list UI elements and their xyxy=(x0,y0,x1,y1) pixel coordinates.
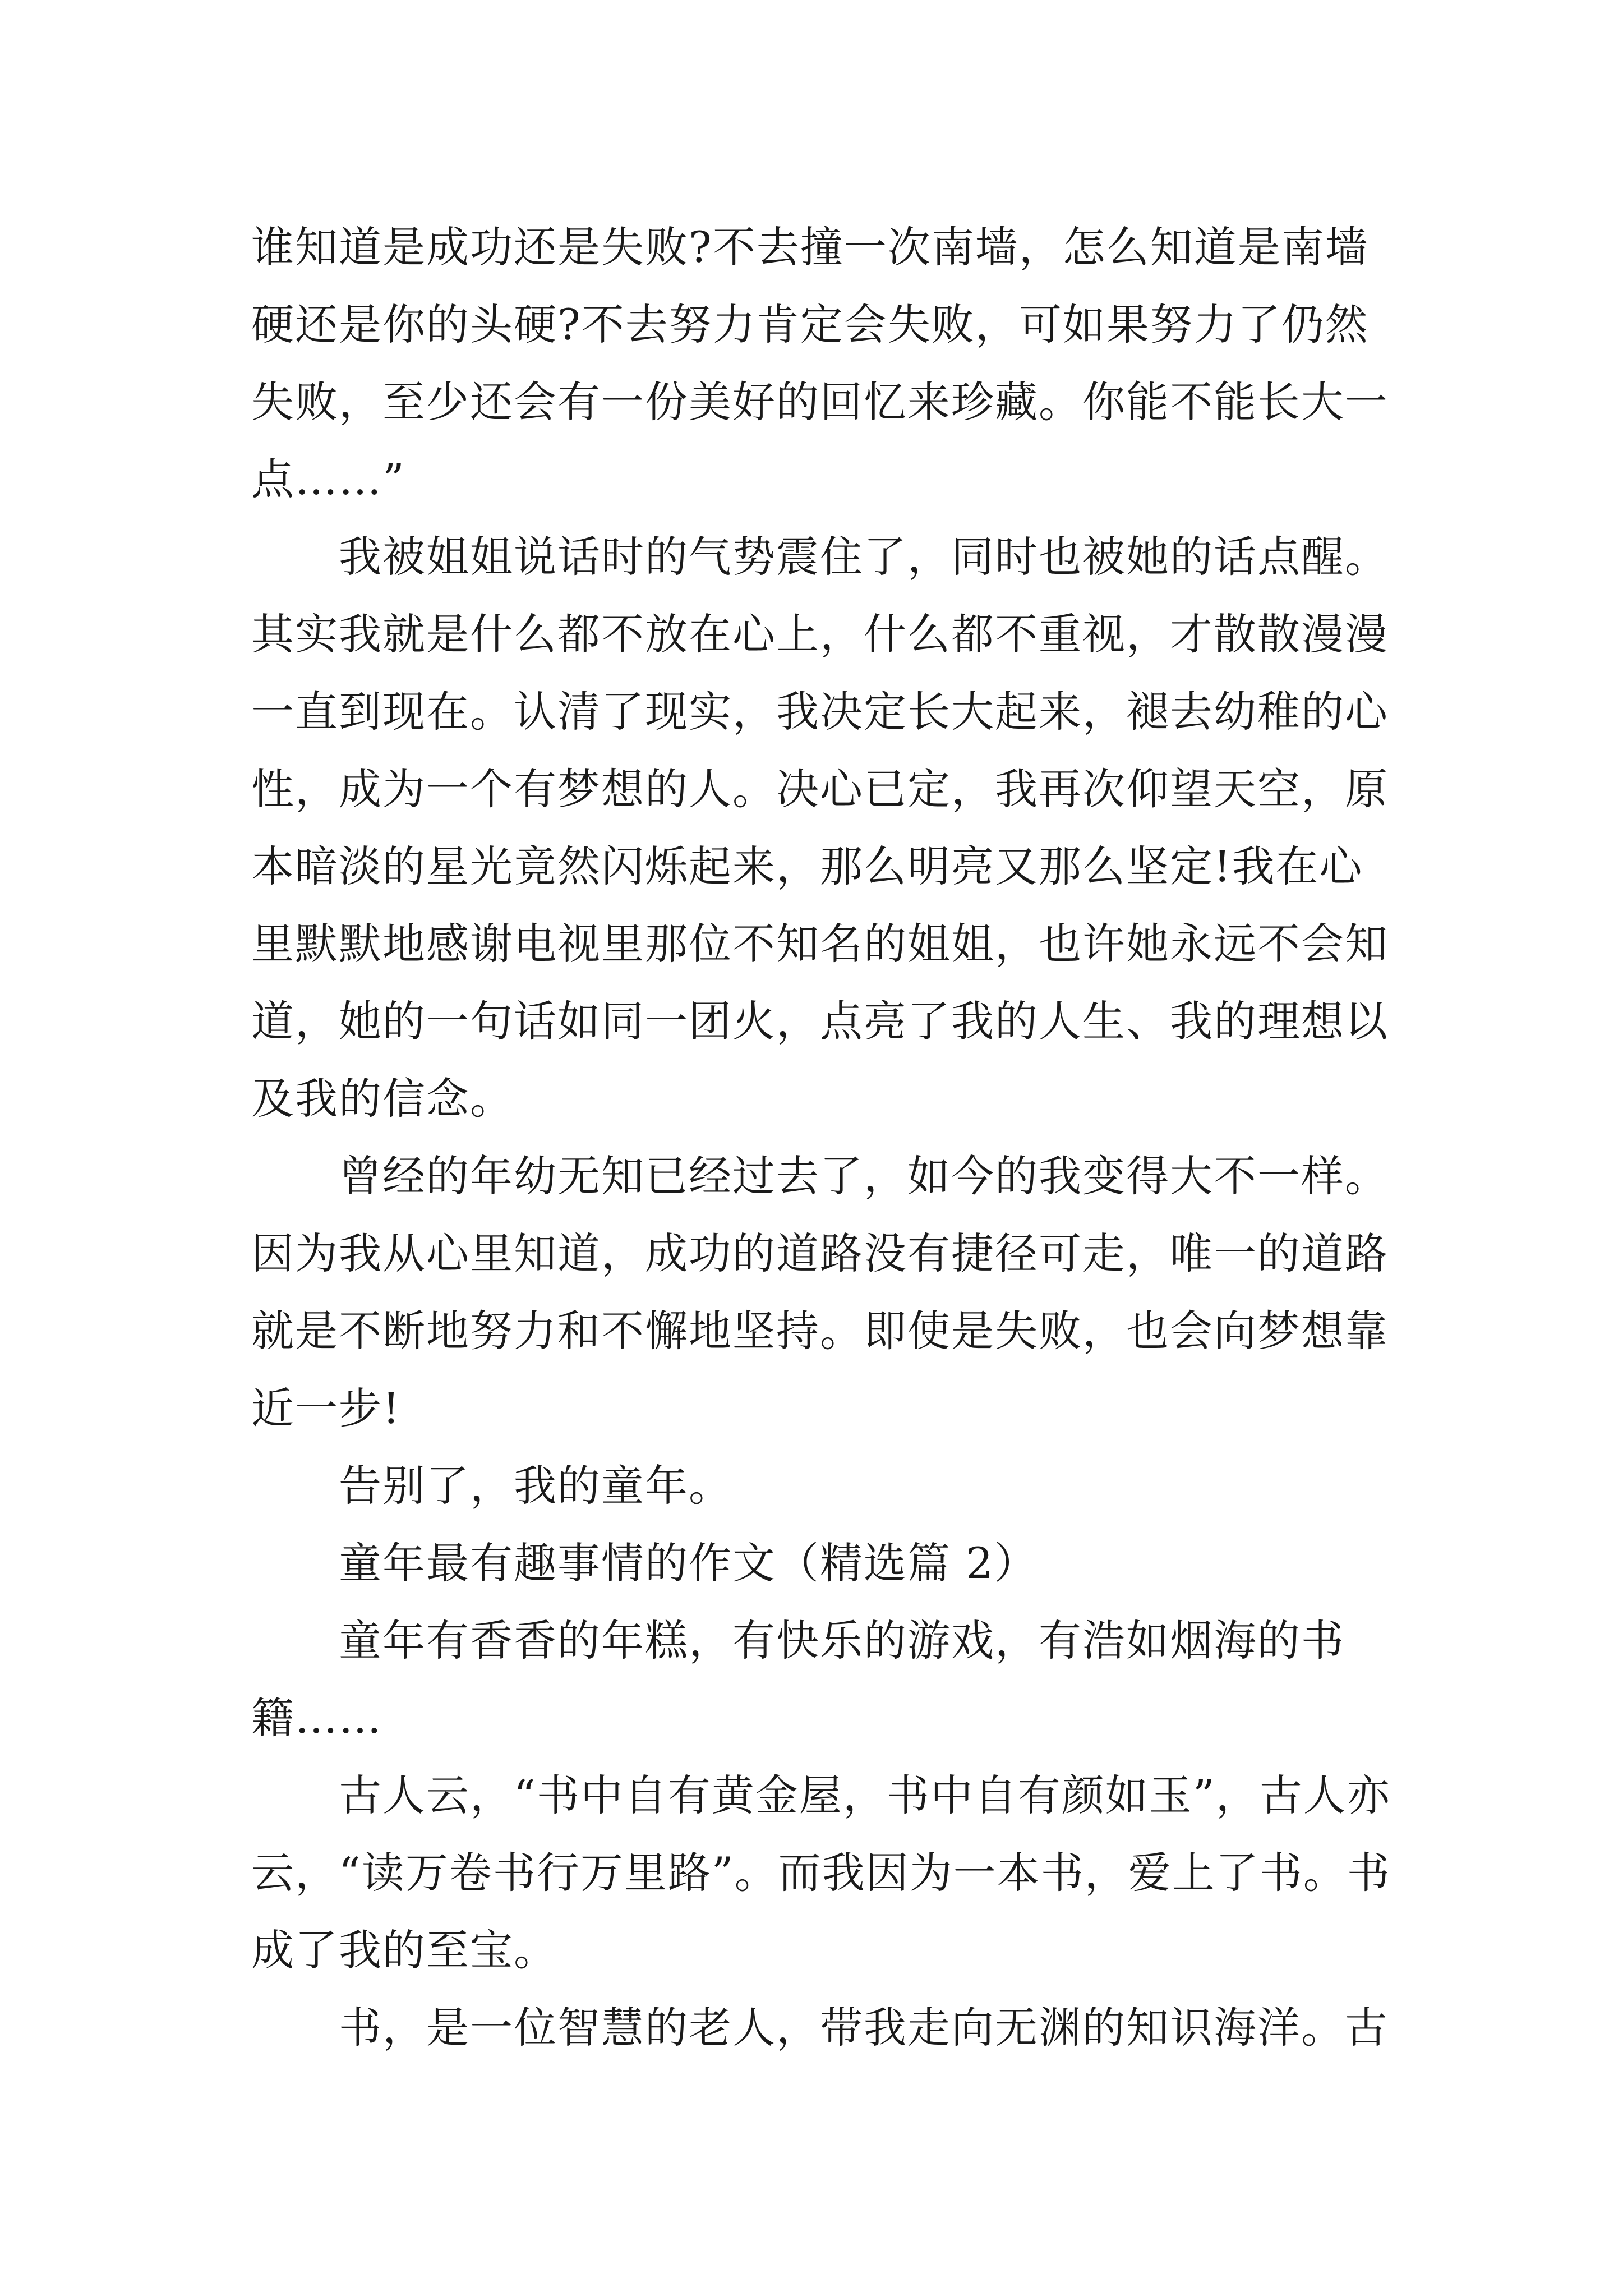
text-line: 硬还是你的头硬?不去努力肯定会失败，可如果努力了仍然 xyxy=(251,300,1369,349)
text-line: 及我的信念。 xyxy=(251,1074,514,1124)
text-line: 因为我从心里知道，成功的道路没有捷径可走，唯一的道路 xyxy=(251,1228,1389,1278)
text-line: 本暗淡的星光竟然闪烁起来，那么明亮又那么坚定!我在心 xyxy=(251,841,1363,891)
document-body xyxy=(251,209,1391,2067)
text-line: 近一步! xyxy=(251,1383,401,1433)
paragraph-start-line: 古人云，“书中自有黄金屋，书中自有颜如玉”，古人亦 xyxy=(339,1770,1391,1820)
text-line: 云，“读万卷书行万里路”。而我因为一本书，爱上了书。书 xyxy=(251,1848,1391,1898)
text-line: 就是不断地努力和不懈地坚持。即使是失败，也会向梦想靠 xyxy=(251,1306,1389,1356)
text-line: 道，她的一句话如同一团火，点亮了我的人生、我的理想以 xyxy=(251,996,1389,1046)
text-line: 其实我就是什么都不放在心上，什么都不重视，才散散漫漫 xyxy=(251,609,1389,659)
paragraph-start-line: 书，是一位智慧的老人，带我走向无渊的知识海洋。古 xyxy=(339,2003,1389,2053)
paragraph-start-line: 告别了，我的童年。 xyxy=(339,1461,732,1511)
text-line: 性，成为一个有梦想的人。决心已定，我再次仰望天空，原 xyxy=(251,764,1389,814)
paragraph-start-line: 童年有香香的年糕，有快乐的游戏，有浩如烟海的书 xyxy=(339,1616,1345,1665)
text-line: 籍…… xyxy=(251,1693,382,1743)
text-line: 谁知道是成功还是失败?不去撞一次南墙，怎么知道是南墙 xyxy=(251,222,1369,272)
text-line: 失败，至少还会有一份美好的回忆来珍藏。你能不能长大一 xyxy=(251,377,1389,427)
paragraph-start-line: 我被姐姐说话时的气势震住了，同时也被她的话点醒。 xyxy=(339,532,1389,582)
text-line: 一直到现在。认清了现实，我决定长大起来，褪去幼稚的心 xyxy=(251,687,1389,737)
text-line: 成了我的至宝。 xyxy=(251,1925,557,1975)
text-line: 点……” xyxy=(251,454,405,504)
section-heading: 童年最有趣事情的作文（精选篇 2） xyxy=(339,1538,1038,1588)
text-line: 里默默地感谢电视里那位不知名的姐姐，也许她永远不会知 xyxy=(251,919,1389,969)
paragraph-start-line: 曾经的年幼无知已经过去了，如今的我变得大不一样。 xyxy=(339,1151,1389,1201)
